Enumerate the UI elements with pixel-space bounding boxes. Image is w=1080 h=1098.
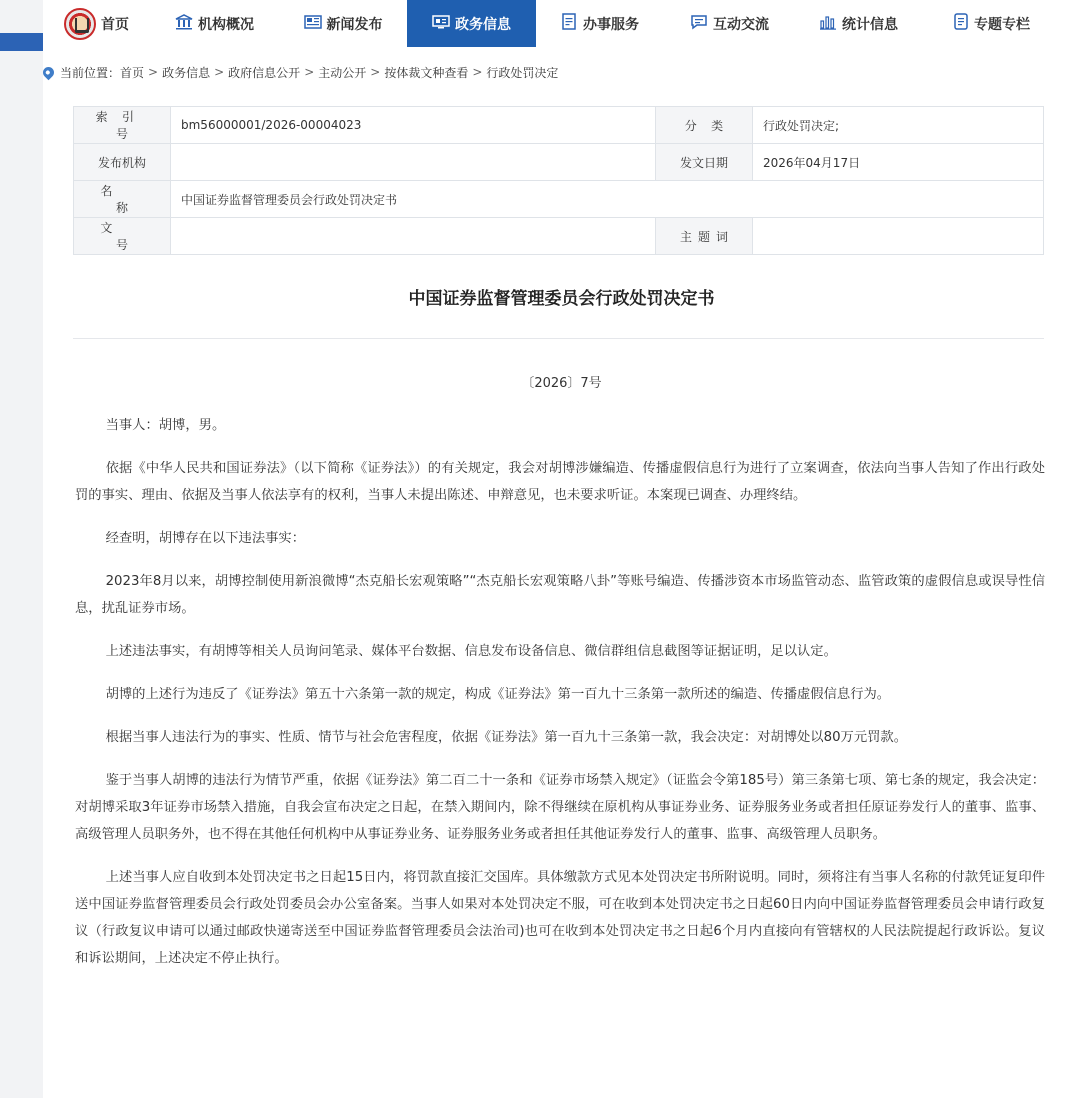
breadcrumb-active-disclosure[interactable]: 主动公开 [318, 65, 367, 80]
paragraph: 依据《中华人民共和国证券法》（以下简称《证券法》）的有关规定，我会对胡博涉嫌编造、传播虚假信息行为进行了立案调查，依法向当事人告知了作出行政处罚的事实、理由、依据及当事人依法享有的权利，当事人未提出陈述、申辩意见，也未要求听证。本案现已调查、办理终结。 [75, 461, 1045, 503]
breadcrumb [43, 58, 558, 86]
document-body [75, 412, 1045, 988]
meta-value-keywords [753, 218, 1044, 255]
nav-label: 互动交流 [713, 16, 769, 33]
paragraph: 根据当事人违法行为的事实、性质、情节与社会危害程度，依据《证券法》第一百九十三条第一款，我会决定：对胡博处以80万元罚款。 [105, 730, 908, 745]
meta-value-publisher [171, 144, 656, 181]
breadcrumb-separator: > [214, 65, 225, 79]
breadcrumb-separator: > [370, 65, 381, 79]
nav-item-interaction[interactable] [665, 0, 794, 47]
breadcrumb-disclosure[interactable]: 政府信息公开 [228, 65, 301, 80]
paragraph: 当事人：胡博，男。 [105, 418, 226, 433]
nav-label: 统计信息 [842, 16, 898, 33]
nav-item-home[interactable] [43, 0, 150, 47]
nav-label: 专题专栏 [974, 16, 1030, 33]
checklist-icon [562, 13, 578, 34]
document-meta-table [73, 106, 1044, 255]
nav-item-topics[interactable] [923, 0, 1060, 47]
breadcrumb-separator: > [148, 65, 159, 79]
nav-item-services[interactable] [536, 0, 665, 47]
meta-value-category: 行政处罚决定; [753, 107, 1044, 144]
paragraph: 2023年8月以来，胡博控制使用新浪微博“杰克船长宏观策略”“杰克船长宏观策略八卦”等账号编造、传播涉资本市场监管动态、监管政策的虚假信息或误导性信息，扰乱证券市场。 [75, 574, 1045, 616]
emblem-logo [64, 8, 96, 40]
nav-item-statistics[interactable] [794, 0, 923, 47]
meta-label-index: 索引号 [74, 107, 171, 144]
bar-chart-icon [819, 14, 837, 34]
nav-label: 首页 [101, 16, 129, 33]
meta-value-docno [171, 218, 656, 255]
breadcrumb-by-type[interactable]: 按体裁文种查看 [384, 65, 469, 80]
meta-label-category: 分类 [656, 107, 753, 144]
meta-label-date: 发文日期 [656, 144, 753, 181]
nav-item-about[interactable] [150, 0, 279, 47]
breadcrumb-gov-info[interactable]: 政务信息 [162, 65, 211, 80]
meta-value-date: 2026年04月17日 [753, 144, 1044, 181]
nav-label: 办事服务 [583, 16, 639, 33]
meta-value-index: bm56000001/2026-00004023 [171, 107, 656, 144]
breadcrumb-separator: > [472, 65, 483, 79]
meta-label-docno: 文号 [74, 218, 171, 255]
paragraph: 上述违法事实，有胡博等相关人员询问笔录、媒体平台数据、信息发布设备信息、微信群组信息截图等证据证明，足以认定。 [105, 644, 837, 659]
nav-label: 机构概况 [198, 16, 254, 33]
meta-label-publisher: 发布机构 [74, 144, 171, 181]
breadcrumb-penalty[interactable]: 行政处罚决定 [486, 65, 559, 80]
paragraph: 上述当事人应自收到本处罚决定书之日起15日内，将罚款直接汇交国库。具体缴款方式见本处罚决定书所附说明。同时，须将注有当事人名称的付款凭证复印件送中国证券监督管理委员会行政处罚委员会办公室备案。当事人如果对本处罚决定不服，可在收到本处罚决定书之日起60日内向中国证券监督管理委员会申请行政复议（行政复议申请可以通过邮政快递寄送至中国证券监督管理委员会法治司)也可在收到本处罚决定书之日起6个月内直接向有管辖权的人民法院提起行政诉讼。复议和诉讼期间，上述决定不停止执行。 [75, 870, 1045, 966]
breadcrumb-prefix: 当前位置： [60, 65, 121, 80]
paragraph: 鉴于当事人胡博的违法行为情节严重，依据《证券法》第二百二十一条和《证券市场禁入规定》（证监会令第185号）第三条第七项、第七条的规定，我会决定：对胡博采取3年证券市场禁入措施，自我会宣布决定之日起，在禁入期间内，除不得继续在原机构从事证券业务、证券服务业务或者担任原证券发行人的董事、监事、高级管理人员职务外，也不得在其他任何机构中从事证券业务、证券服务业务或者担任其他证券发行人的董事、监事、高级管理人员职务。 [75, 773, 1045, 842]
monitor-icon [432, 14, 450, 34]
paragraph: 胡博的上述行为违反了《证券法》第五十六条第一款的规定，构成《证券法》第一百九十三条第一款所述的编造、传播虚假信息行为。 [105, 687, 891, 702]
meta-value-name: 中国证券监督管理委员会行政处罚决定书 [171, 181, 1044, 218]
document-icon [953, 13, 969, 34]
meta-label-keywords: 主题词 [656, 218, 753, 255]
breadcrumb-home[interactable]: 首页 [120, 65, 145, 80]
newspaper-icon [304, 14, 322, 34]
breadcrumb-separator: > [304, 65, 315, 79]
meta-label-name: 名称 [74, 181, 171, 218]
title-divider [73, 338, 1044, 339]
nav-item-news[interactable] [279, 0, 407, 47]
nav-label: 政务信息 [455, 16, 511, 33]
main-nav [43, 0, 1080, 47]
nav-item-gov-info[interactable] [407, 0, 536, 47]
document-title: 中国证券监督管理委员会行政处罚决定书 [408, 289, 715, 309]
paragraph: 经查明，胡博存在以下违法事实： [105, 531, 306, 546]
document-number: 〔2026〕7号 [521, 376, 602, 391]
location-pin-icon [41, 64, 57, 80]
page-container [43, 0, 1080, 1098]
building-icon [175, 14, 193, 34]
nav-label: 新闻发布 [326, 16, 383, 33]
chat-icon [690, 14, 708, 34]
